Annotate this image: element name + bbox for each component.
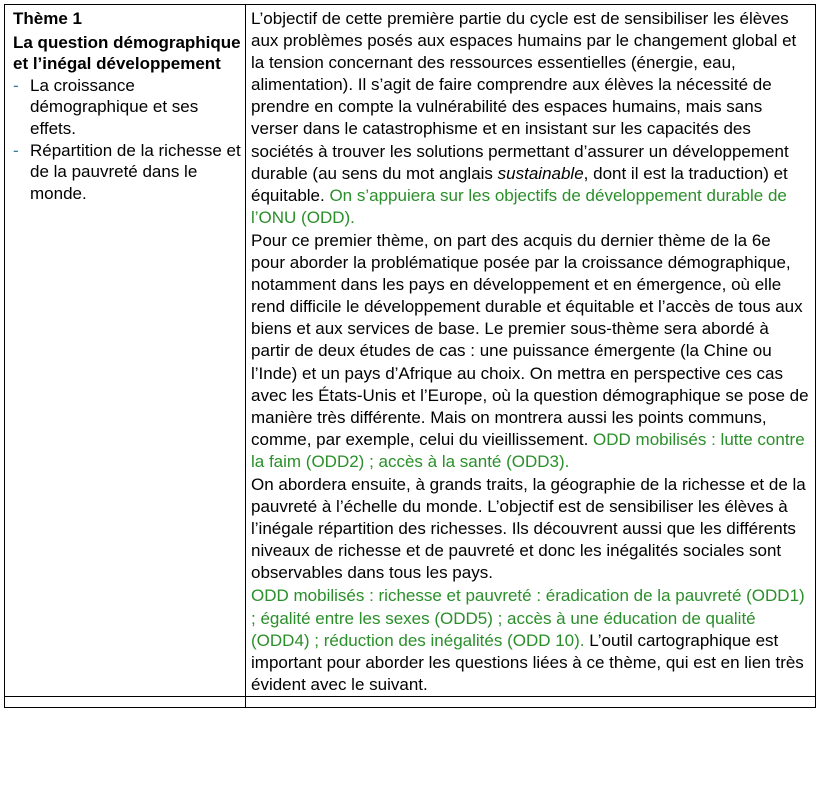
table-row bbox=[5, 5, 816, 697]
list-item bbox=[13, 75, 245, 140]
empty-cell bbox=[5, 696, 246, 707]
text-run: On abordera ensuite, à grands traits, la géographie de la richesse et de la pauvreté à l’échelle du monde. L’objectif est de sensibiliser les élèves à l’inégale répartition des richesses. Ils découvrent aussi que les différents niveaux de richesse et de pauvreté et donc les inégalités sociales sont observables dans tous les pays. bbox=[251, 474, 806, 583]
odd-reference: On s’appuiera sur les objectifs de développement durable de l’ONU (ODD). bbox=[251, 185, 787, 227]
table-row bbox=[5, 696, 816, 707]
subtheme-label: Répartition de la richesse et de la pauvreté dans le monde. bbox=[30, 140, 241, 203]
subtheme-label: La croissance démographique et ses effets. bbox=[30, 75, 199, 138]
theme-title: La question démographique et l’inégal développement bbox=[13, 32, 241, 74]
text-run: , dont il est la traduction) et équitable. bbox=[251, 163, 788, 205]
theme-number: Thème 1 bbox=[13, 9, 82, 28]
text-run: Pour ce premier thème, on part des acquis du dernier thème de la 6e pour aborder la problématique posée par la croissance démographique, notamment dans les pays en développement et en émergence, où elle rend difficile le développement durable et équitable et l’accès de tous aux biens et aux services de base. Le premier sous-thème sera abordé à partir de deux études de cas : une puissance émergente (la Chine ou l’Inde) et un pays d’Afrique au choix. On mettra en perspective ces cas avec les États-Unis et l’Europe, où la question démographique se pose de manière très différente. Mais on montrera aussi les points communs, comme, par exemple, celui du vieillissement. bbox=[251, 230, 809, 449]
empty-cell bbox=[246, 696, 816, 707]
text-run: L’objectif de cette première partie du cycle est de sensibiliser les élèves aux problèmes posés aux espaces humains par le changement global et la tension concernant des ressources essentielles (énergie, eau, alimentation). Il s’agit de faire comprendre aux élèves la nécessité de prendre en compte la vulnérabilité des espaces humains, mais sans verser dans le catastrophisme et en insistant sur les capacités des sociétés à trouver les solutions permettant d’assurer un développement durable (au sens du mot anglais bbox=[251, 9, 797, 183]
italic-term: sustainable bbox=[497, 163, 584, 183]
paragraph-odd-wealth bbox=[251, 585, 809, 695]
description-cell bbox=[246, 5, 816, 697]
list-item bbox=[13, 140, 245, 205]
program-table bbox=[4, 4, 816, 708]
paragraph-objective bbox=[251, 8, 809, 229]
subtheme-list bbox=[13, 75, 245, 205]
document-page bbox=[4, 4, 815, 798]
theme-cell bbox=[5, 5, 246, 697]
paragraph-demography bbox=[251, 230, 809, 473]
text-run: L’outil cartographique est important pour aborder les questions liées à ce thème, qui est en lien très évident avec le suivant. bbox=[251, 630, 804, 694]
odd-reference: ODD mobilisés : richesse et pauvreté : éradication de la pauvreté (ODD1) ; égalité entre les sexes (ODD5) ; accès à une éducation de qualité (ODD4) ; réduction des inégalités (ODD 10). bbox=[251, 586, 805, 650]
dash-bullet-icon: - bbox=[13, 140, 19, 160]
dash-bullet-icon: - bbox=[13, 75, 19, 95]
paragraph-wealth bbox=[251, 474, 809, 584]
odd-reference: ODD mobilisés : lutte contre la faim (ODD2) ; accès à la santé (ODD3). bbox=[251, 429, 805, 471]
